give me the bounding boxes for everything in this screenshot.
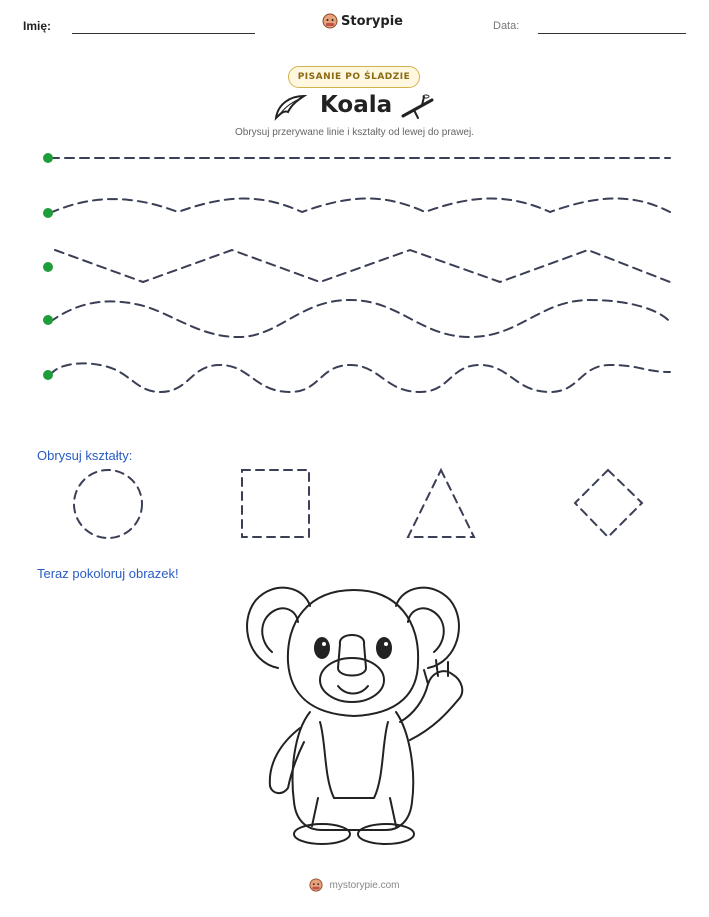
tracing-shape-diamond[interactable] [575,470,642,537]
branch-icon [400,94,436,120]
storypie-logo-icon [309,878,323,892]
start-dot [43,315,53,325]
worksheet-title: Koala [320,92,393,118]
coloring-section-label: Teraz pokoloruj obrazek! [37,566,179,581]
worksheet-badge: PISANIE PO ŚLADZIE [288,66,420,88]
tracing-shape-square[interactable] [242,470,309,537]
storypie-logo-icon [322,13,338,29]
tracing-lines [0,140,709,400]
tracing-shape-circle[interactable] [74,470,142,538]
koala-coloring-illustration[interactable] [238,572,470,852]
start-dot [43,370,53,380]
start-dot [43,262,53,272]
footer [0,878,709,892]
start-dot [43,153,53,163]
date-line[interactable] [538,33,686,34]
tracing-line-zigzag[interactable] [55,250,670,282]
leaf-icon [272,92,308,122]
footer-url[interactable]: mystorypie.com [329,879,400,891]
name-label: Imię: [23,19,52,33]
date-label: Data: [493,20,520,32]
tracing-shape-triangle[interactable] [408,470,474,537]
worksheet-instruction: Obrysuj przerywane linie i kształty od lewej do prawej. [235,127,474,138]
start-dot [43,208,53,218]
brand-logo [322,13,403,29]
tracing-shapes [0,460,709,550]
tracing-line-gentle-wave[interactable] [50,199,670,214]
name-line[interactable] [72,33,255,34]
shapes-section-label: Obrysuj kształty: [37,448,133,463]
brand-name: Storypie [341,13,403,29]
tracing-line-wave[interactable] [50,300,670,337]
tracing-line-round-wave[interactable] [50,363,670,392]
